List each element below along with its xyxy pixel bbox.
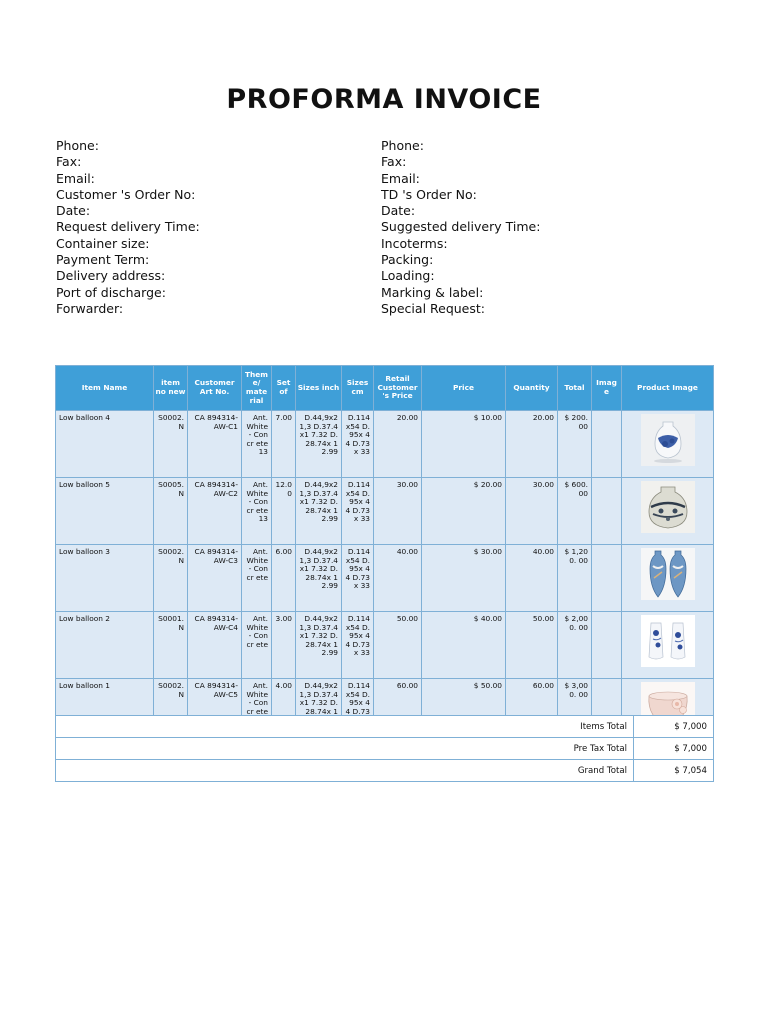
cell-item-name: Low balloon 3 (56, 545, 154, 612)
cell-art-no: CA 894314- AW-C3 (188, 545, 242, 612)
cell-size-inch: D.44,9x2 1,3 D.37.4x1 7.32 D.28.74x 12.99 (296, 478, 342, 545)
cell-size-cm: D.114 x54 D.95x 44 D.73x 33 (342, 411, 374, 478)
grand-total-label: Grand Total (56, 760, 634, 782)
cell-item-no: S0002. N (154, 411, 188, 478)
cell-product-image (622, 545, 714, 612)
items-total-row (56, 716, 714, 738)
items-total-label: Items Total (56, 716, 634, 738)
cell-product-image (622, 478, 714, 545)
cell-image (592, 545, 622, 612)
field-date: Date: (381, 203, 416, 219)
cell-image (592, 411, 622, 478)
field-email: Email: (56, 170, 95, 186)
cell-art-no: CA 894314- AW-C5 (188, 679, 242, 746)
cell-quantity: 50.00 (506, 612, 558, 679)
field-request-delivery-time: Request delivery Time: (56, 219, 200, 235)
cell-material: Ant. White - Concr ete (242, 612, 272, 679)
cell-size-inch: D.44,9x2 1,3 D.37.4x1 7.32 D.28.74x 1 (296, 679, 342, 746)
header-sizes-cm: Sizes cm (342, 366, 374, 411)
field-email: Email: (381, 170, 420, 186)
cell-item-no: S0005. N (154, 478, 188, 545)
cell-size-inch: D.44,9x2 1,3 D.37.4x1 7.32 D.28.74x 12.99 (296, 545, 342, 612)
buyer-fields (381, 138, 540, 317)
cell-price: $ 50.00 (422, 679, 506, 746)
cell-set-of: 6.00 (272, 545, 296, 612)
table-row (56, 612, 714, 679)
cell-quantity: 40.00 (506, 545, 558, 612)
header-sizes-inch: Sizes inch (296, 366, 342, 411)
cell-total: $ 2,000. 00 (558, 612, 592, 679)
field-fax: Fax: (56, 154, 82, 170)
field-payment-term: Payment Term: (56, 252, 150, 268)
tall-vase-pair-image (641, 548, 695, 600)
field-customer-order-no: Customer 's Order No: (56, 186, 196, 202)
table-header-row (56, 366, 714, 411)
header-product-image: Product Image (622, 366, 714, 411)
cell-item-name: Low balloon 1 (56, 679, 154, 746)
items-total-value: $ 7,000 (634, 716, 714, 738)
cell-item-name: Low balloon 5 (56, 478, 154, 545)
cell-quantity: 60.00 (506, 679, 558, 746)
header-total: Total (558, 366, 592, 411)
cell-image (592, 478, 622, 545)
cell-retail-price: 30.00 (374, 478, 422, 545)
header-item-no: item no new (154, 366, 188, 411)
cell-quantity: 20.00 (506, 411, 558, 478)
field-phone: Phone: (56, 138, 99, 153)
cell-price: $ 30.00 (422, 545, 506, 612)
cell-retail-price: 50.00 (374, 612, 422, 679)
cell-set-of: 3.00 (272, 612, 296, 679)
cell-art-no: CA 894314- AW-C2 (188, 478, 242, 545)
table-row (56, 545, 714, 612)
field-marking-label: Marking & label: (381, 284, 484, 300)
cell-item-no: S0001. N (154, 612, 188, 679)
invoice-items-table (55, 365, 714, 746)
cell-set-of: 4.00 (272, 679, 296, 746)
header-image: Imag e (592, 366, 622, 411)
cell-price: $ 10.00 (422, 411, 506, 478)
grand-total-value: $ 7,054 (634, 760, 714, 782)
cell-total: $ 3,000. 00 (558, 679, 592, 746)
cell-price: $ 20.00 (422, 478, 506, 545)
cell-retail-price: 20.00 (374, 411, 422, 478)
field-suggested-delivery-time: Suggested delivery Time: (381, 219, 541, 235)
field-fax: Fax: (381, 154, 407, 170)
cell-item-no: S0002. N (154, 679, 188, 746)
header-item-name: Item Name (56, 366, 154, 411)
cell-item-name: Low balloon 4 (56, 411, 154, 478)
field-loading: Loading: (381, 268, 435, 284)
grand-total-row (56, 760, 714, 782)
cell-set-of: 12.0 0 (272, 478, 296, 545)
cell-material: Ant. White - Concr ete 13 (242, 411, 272, 478)
cell-size-inch: D.44,9x2 1,3 D.37.4x1 7.32 D.28.74x 12.99 (296, 612, 342, 679)
cell-item-name: Low balloon 2 (56, 612, 154, 679)
decorated-pot-image (641, 481, 695, 533)
invoice-title: PROFORMA INVOICE (226, 84, 542, 115)
cell-image (592, 612, 622, 679)
cell-material: Ant. White - Concr ete 13 (242, 478, 272, 545)
cell-art-no: CA 894314- AW-C1 (188, 411, 242, 478)
field-forwarder: Forwarder: (56, 300, 124, 316)
field-special-request: Special Request: (381, 300, 485, 316)
cell-retail-price: 60.00 (374, 679, 422, 746)
cell-size-cm: D.114 x54 D.95x 44 D.73 (342, 679, 374, 746)
floral-vase-pair-image (641, 615, 695, 667)
field-packing: Packing: (381, 252, 434, 268)
header-material: Them e/ mate rial (242, 366, 272, 411)
cell-size-cm: D.114 x54 D.95x 44 D.73x 33 (342, 545, 374, 612)
cell-product-image (622, 411, 714, 478)
seller-fields (56, 138, 200, 317)
table-row (56, 411, 714, 478)
pre-tax-total-row (56, 738, 714, 760)
cell-set-of: 7.00 (272, 411, 296, 478)
field-delivery-address: Delivery address: (56, 268, 166, 284)
blue-white-vase-image (641, 414, 695, 466)
pre-tax-total-value: $ 7,000 (634, 738, 714, 760)
header-set-of: Set of (272, 366, 296, 411)
pre-tax-total-label: Pre Tax Total (56, 738, 634, 760)
cell-material: Ant. White - Concr ete (242, 545, 272, 612)
header-retail-price: Retail Customer 's Price (374, 366, 422, 411)
field-date: Date: (56, 203, 91, 219)
cell-total: $ 600.00 (558, 478, 592, 545)
cell-size-cm: D.114 x54 D.95x 44 D.73x 33 (342, 478, 374, 545)
table-row (56, 478, 714, 545)
cell-art-no: CA 894314- AW-C4 (188, 612, 242, 679)
cell-total: $ 1,200. 00 (558, 545, 592, 612)
cell-material: Ant. White - Concr ete (242, 679, 272, 746)
header-price: Price (422, 366, 506, 411)
field-incoterms: Incoterms: (381, 235, 448, 251)
cell-item-no: S0002. N (154, 545, 188, 612)
cell-size-cm: D.114 x54 D.95x 44 D.73x 33 (342, 612, 374, 679)
field-container-size: Container size: (56, 235, 150, 251)
cell-product-image (622, 612, 714, 679)
totals-table (55, 715, 714, 782)
cell-quantity: 30.00 (506, 478, 558, 545)
header-quantity: Quantity (506, 366, 558, 411)
cell-retail-price: 40.00 (374, 545, 422, 612)
field-td-order-no: TD 's Order No: (381, 186, 477, 202)
field-phone: Phone: (381, 138, 424, 153)
cell-price: $ 40.00 (422, 612, 506, 679)
cell-total: $ 200.00 (558, 411, 592, 478)
header-customer-art-no: Customer Art No. (188, 366, 242, 411)
cell-size-inch: D.44,9x2 1,3 D.37.4x1 7.32 D.28.74x 12.99 (296, 411, 342, 478)
field-port-of-discharge: Port of discharge: (56, 284, 166, 300)
